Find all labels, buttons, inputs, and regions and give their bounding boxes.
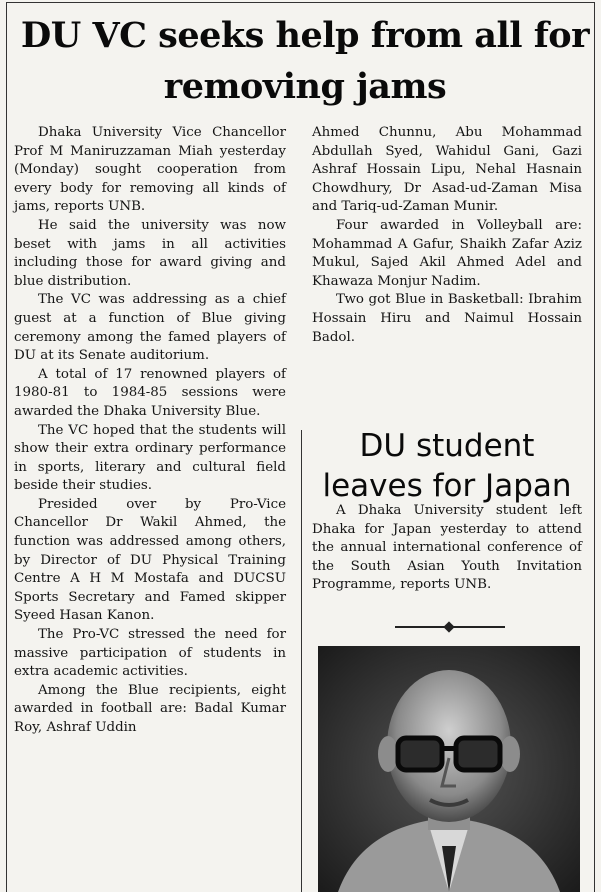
- article-paragraph: A total of 17 renowned players of 1980-81 to 1984-85 sessions were awarded the Dhaka University Blue.: [14, 366, 286, 419]
- article-paragraph: He said the university was now beset with jams in all activities including those for award giving and blue distribution.: [14, 217, 286, 289]
- article-column-2: [312, 124, 582, 347]
- right-rule: [594, 2, 595, 892]
- top-rule: [6, 2, 595, 3]
- article-paragraph: Four awarded in Volleyball are: Mohammad A Gafur, Shaikh Zafar Aziz Mukul, Sajed Akil Ahmed Adel and Khawaza Monjur Nadim.: [312, 217, 582, 289]
- second-article-body: [312, 502, 582, 595]
- article-column-1: [14, 124, 286, 738]
- article-paragraph: The VC hoped that the students will show their extra ordinary performance in sports, literary and cultural field beside their studies.: [14, 422, 286, 494]
- article-paragraph: Dhaka University Vice Chancellor Prof M Maniruzzaman Miah yesterday (Monday) sought cooperation from every body for removing all kinds of jams, reports UNB.: [14, 125, 286, 215]
- article-paragraph: A Dhaka University student left Dhaka for Japan yesterday to attend the annual international conference of the South Asian Youth Invitation Programme, reports UNB.: [312, 503, 582, 593]
- portrait-photo: [318, 646, 580, 892]
- article-paragraph: Ahmed Chunnu, Abu Mohammad Abdullah Syed, Wahidul Gani, Gazi Ashraf Hossain Lipu, Nehal Hasnain Chowdhury, Dr Asad-ud-Zaman Misa and Tariq-ud-Zaman Munir.: [312, 125, 582, 215]
- article-paragraph: Among the Blue recipients, eight awarded in football are: Badal Kumar Roy, Ashraf Uddin: [14, 682, 286, 735]
- main-headline: DU VC seeks help from all for removing jams: [20, 15, 590, 107]
- article-paragraph: The VC was addressing as a chief guest at a function of Blue giving ceremony among the famed players of DU at its Senate auditorium.: [14, 292, 286, 364]
- column-divider: [301, 430, 302, 892]
- article-paragraph: The Pro-VC stressed the need for massive participation of students in extra academic activities.: [14, 627, 286, 680]
- separator-ornament: [395, 626, 505, 628]
- left-rule: [6, 2, 7, 892]
- second-headline: DU student leaves for Japan: [322, 428, 572, 504]
- portrait-photo-icon: [318, 646, 580, 892]
- article-paragraph: Presided over by Pro-Vice Chancellor Dr Wakil Ahmed, the function was addressed among others, by Director of DU Physical Training Centre A H M Mostafa and DUCSU Sports Secretary and Famed skipper Syeed Hasan Kanon.: [14, 496, 286, 624]
- article-paragraph: Two got Blue in Basketball: Ibrahim Hossain Hiru and Naimul Hossain Badol.: [312, 292, 582, 345]
